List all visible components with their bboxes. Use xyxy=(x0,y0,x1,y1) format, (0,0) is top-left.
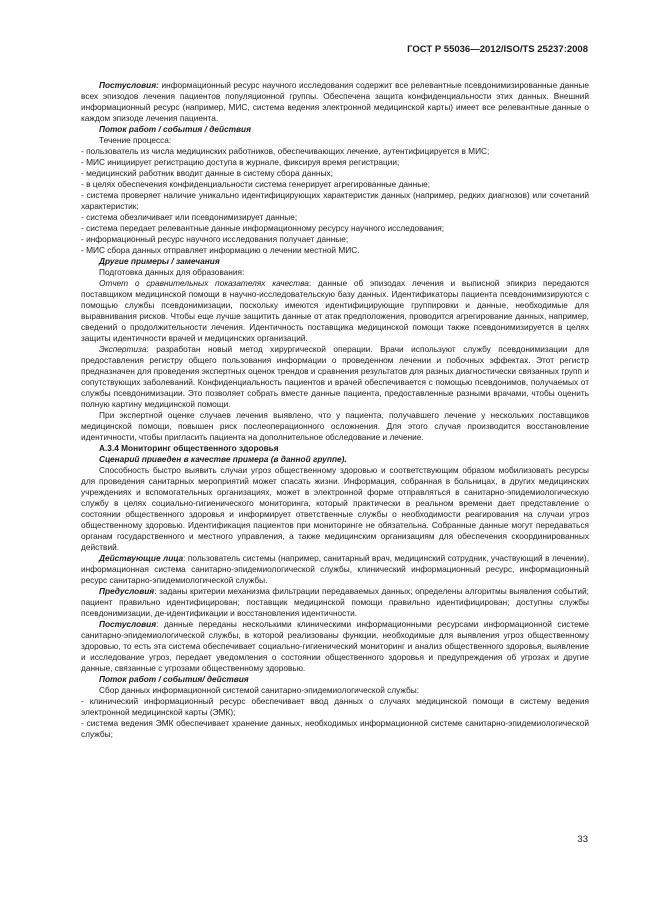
expertise-text: : разработан новый метод хирургической операции. Врачи используют службу псевдонимизации для предоставления регистру общего пользования информации о проведенном лечении и побочных эффектах. Этот регистр предназначен для проведения экспертных оценок трендов и сравнения результатов для разных диагностически связанных групп и сопутствующих заболеваний. Конфиденциальность пациентов и врачей обеспечивается с помощью псевдонимов, получаемых от службы псевдонимизации. Это позволяет собрать вместе данные пациента, предоставленные разными врачами, чтобы оценить полную картину медицинской помощи. xyxy=(81,344,589,409)
process-step: - система проверяет наличие уникально идентифицирующих характеристик данных (например, редких диагнозов) или сочетаний характеристик; xyxy=(81,190,589,211)
data-collection-item: - клинический информационный ресурс обеспечивает ввод данных о случаях медицинской помощи в систему ведения электронной медицинской карты (ЭМК); xyxy=(81,696,589,717)
actors-label: Действующие лица xyxy=(99,553,184,563)
postconditions-paragraph xyxy=(81,80,589,124)
workflow-heading: Поток работ / события / действия xyxy=(99,124,251,134)
expertise-label: Экспертиза xyxy=(99,344,147,354)
data-collection-heading: Сбор данных информационной системой санитарно-эпидемиологической службы: xyxy=(99,685,420,695)
quality-report-text: : данные об эпизодах лечения и выписной эпикриз передаются поставщиком медицинской помощи в научно-исследовательскую базу данных. Идентификаторы пациента псевдонимизируются с помощью службы псевдонимизации, поскольку имеются идентифицирующие группировки и данные, необходимые для выравнивания рисков. Чтобы еще лучше защитить данные от атак предположения, проводится агрегирование данных, например, сведений о продолжительности лечения. Идентичность поставщика медицинской помощи также псевдонимизируется в целях защиты идентичности врачей и медицинских организаций. xyxy=(81,278,589,343)
process-step: - система передает релевантные данные информационному ресурсу научного исследования; xyxy=(81,223,445,233)
process-step: - информационный ресурс научного исследования получает данные; xyxy=(81,234,349,244)
data-collection-item: - система ведения ЭМК обеспечивает хранение данных, необходимых информационной системе санитарно-эпидемиологической службы; xyxy=(81,718,589,739)
expertise-followup-paragraph: При экспертной оценке случаев лечения выявлено, что у пациента, получавшего лечение у нескольких поставщиков медицинской помощи, повышен риск послеоперационного осложнения. Для этого случая производится восстановление идентичности, чтобы пригласить пациента на дополнительное обследование и лечение. xyxy=(81,410,589,442)
section-title: А.3.4 Мониторинг общественного здоровья xyxy=(99,443,279,453)
expertise-paragraph xyxy=(81,344,589,410)
document-body xyxy=(81,80,589,740)
other-examples-heading: Другие примеры / замечания xyxy=(99,256,220,266)
preconditions-paragraph xyxy=(81,586,589,619)
actors-text: : пользователь системы (например, санитарный врач, медицинский сотрудник, участвующий в лечении), информационная система санитарно-эпидемиологической службы, клинический информационный ресурс, информационный ресурс санитарно-эпидемиологической службы. xyxy=(81,553,589,585)
postconditions-label: Постусловия: xyxy=(99,80,159,90)
process-step: - система обезличивает или псевдонимизирует данные; xyxy=(81,212,298,222)
process-heading: Течение процесса: xyxy=(99,135,172,145)
actors-paragraph xyxy=(81,553,589,586)
document-header: ГОСТ Р 55036—2012/ISO/TS 25237:2008 xyxy=(407,44,588,55)
monitoring-intro-paragraph: Способность быстро выявить случаи угроз общественному здоровью и соответствующим образом мобилизовать ресурсы для проведения санитарных мероприятий может спасать жизни. Информация, собранная в больницах, в других медицинских учреждениях и вспомогательных организациях, может в электронной форме отправляться в санитарно-эпидемиологическую службу в целях социально-гигиенического мониторинга, который практически в реальном времени дает представление о состоянии общественного здоровья и информирует ответственные службы о необходимости реагирования на случаи угроз общественному здоровью. Идентификация пациентов при мониторинге не обязательна. Собранные данные могут передаваться органам государственного и местного управления, а также медицинским организациям для обеспечения скоординированных действий. xyxy=(81,465,589,552)
postconditions-text: информационный ресурс научного исследования содержит все релевантные псевдонимизированные данные всех эпизодов лечения пациентов популяционной группы. Обеспечена защита конфиденциальности этих данных. Внешний информационный ресурс (например, МИС, система ведения электронной медицинской карты) имеет все релевантные данные о каждом эпизоде лечения пациента. xyxy=(81,80,589,123)
monitoring-postconditions-text: : данные переданы несколькими клиническими информационными ресурсами информационной системе санитарно-эпидемиологической службы, в которой реализованы функции, необходимые для выявления угроз общественному здоровью, то есть эта система обеспечивает социально-гигиенический мониторинг и анализ общественного здоровья, выявление и исследование угроз, передает уведомления о состоянии общественного здоровья и предупреждения об угрозах и другие данные, связанные с угрозами общественному здоровью. xyxy=(81,619,589,673)
monitoring-workflow-heading: Поток работ / события/ действия xyxy=(99,674,249,684)
process-step: - в целях обеспечения конфиденциальности система генерирует агрегированные данные; xyxy=(81,179,431,189)
preconditions-text: : заданы критерии механизма фильтрации передаваемых данных; определены алгоритмы выявления событий; пациент правильно идентифицирован; поставщик медицинской помощи правильно идентифицирован; доступны службы псевдонимизации, де-идентификации и восстановления идентичности. xyxy=(81,586,589,618)
scenario-heading: Сценарий приведен в качестве примера (в данной группе). xyxy=(99,454,347,464)
process-step: - МИС сбора данных отправляет информацию о лечении местной МИС. xyxy=(81,245,360,255)
monitoring-postconditions-label: Постусловия xyxy=(99,619,157,629)
page-number: 33 xyxy=(577,834,588,845)
process-step: - пользователь из числа медицинских работников, обеспечивающих лечение, аутентифицируется в МИС; xyxy=(81,146,490,156)
preconditions-label: Предусловия xyxy=(99,586,155,596)
quality-report-label: Отчет о сравнительных показателях качества xyxy=(99,278,309,288)
monitoring-postconditions-paragraph xyxy=(81,619,589,674)
process-step: - МИС инициирует регистрацию доступа в журнале, фиксируя время регистрации; xyxy=(81,157,400,167)
process-step: - медицинский работник вводит данные в систему сбора данных; xyxy=(81,168,333,178)
quality-report-paragraph xyxy=(81,278,589,344)
education-heading: Подготовка данных для образования: xyxy=(99,267,245,277)
